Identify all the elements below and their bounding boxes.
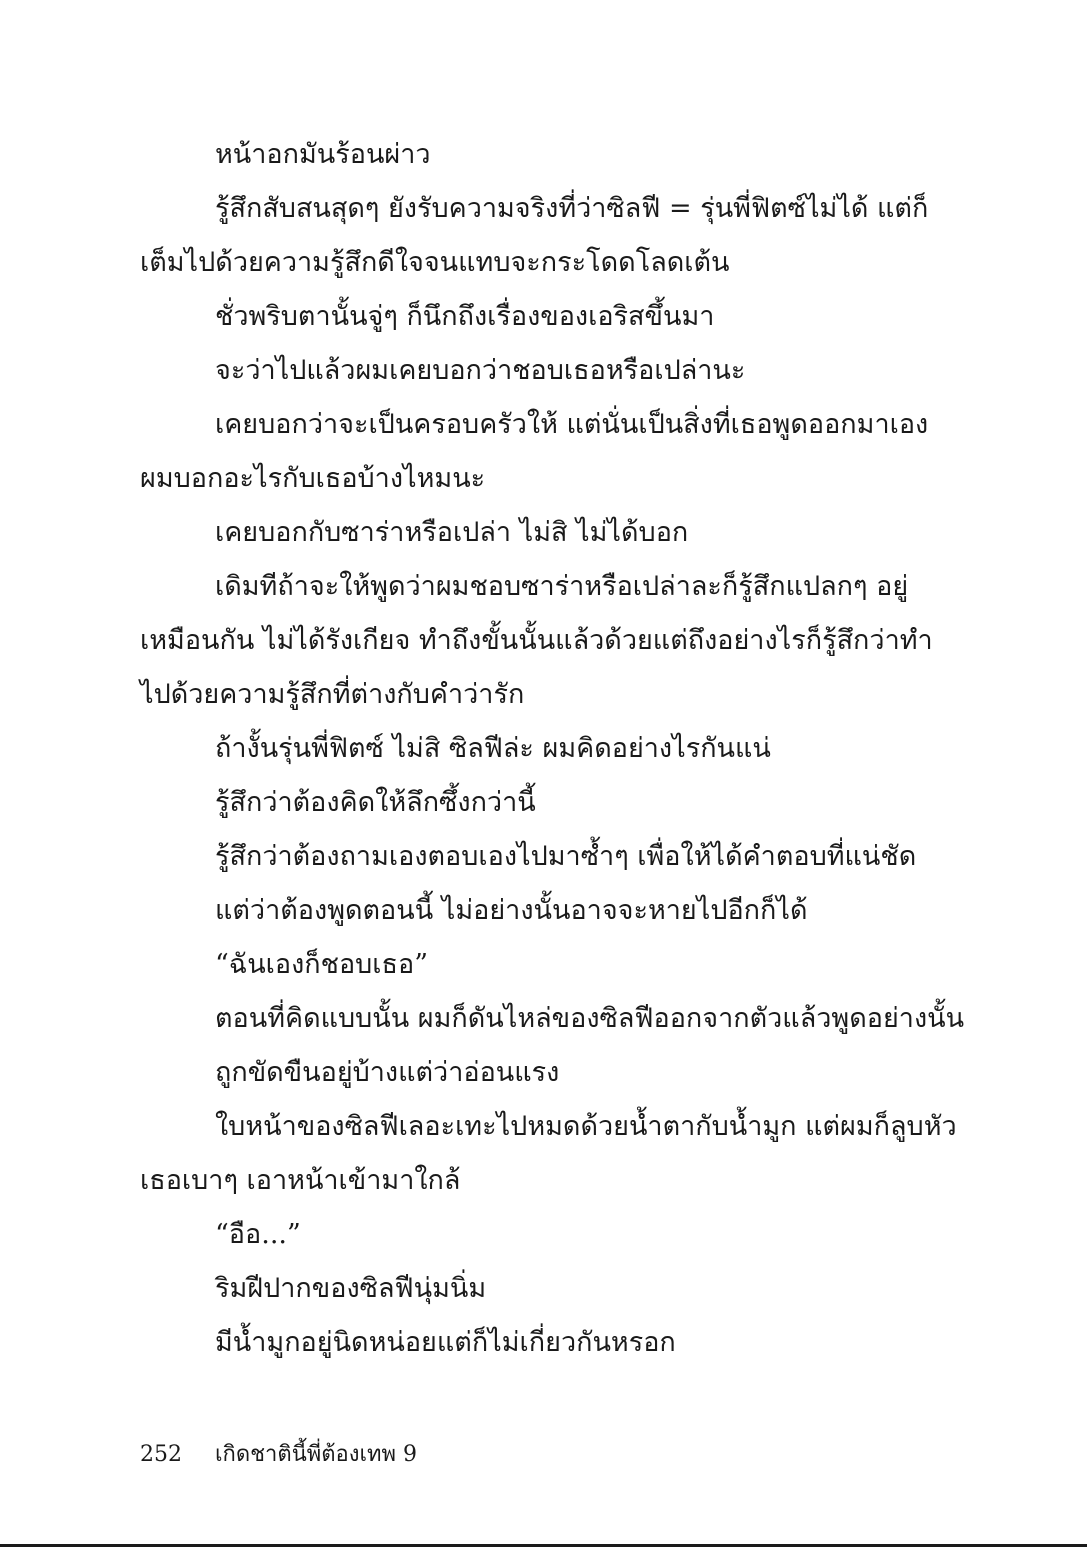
page-number: 252 bbox=[140, 1442, 182, 1467]
paragraph-line: เต็มไปด้วยความรู้สึกดีใจจนแทบจะกระโดดโลดเต้น bbox=[140, 247, 730, 278]
paragraph-line: ชั่วพริบตานั้นจู่ๆ ก็นึกถึงเรื่องของเอริสขึ้นมา bbox=[215, 301, 715, 332]
paragraph-line: ไปด้วยความรู้สึกที่ต่างกับคำว่ารัก bbox=[140, 679, 525, 710]
bottom-divider bbox=[0, 1544, 1087, 1547]
paragraph-line: เคยบอกว่าจะเป็นครอบครัวให้ แต่นั่นเป็นสิ่งที่เธอพูดออกมาเอง bbox=[215, 409, 929, 440]
paragraph-line: “อือ...” bbox=[215, 1219, 301, 1250]
paragraph-line: “ฉันเองก็ชอบเธอ” bbox=[215, 949, 429, 980]
paragraph-line: เดิมทีถ้าจะให้พูดว่าผมชอบซาร่าหรือเปล่าละก็รู้สึกแปลกๆ อยู่ bbox=[215, 571, 909, 602]
paragraph-line: แต่ว่าต้องพูดตอนนี้ ไม่อย่างนั้นอาจจะหายไปอีกก็ได้ bbox=[215, 895, 808, 926]
paragraph-line: ถ้างั้นรุ่นพี่ฟิตซ์ ไม่สิ ซิลฟีล่ะ ผมคิดอย่างไรกันแน่ bbox=[215, 733, 771, 764]
paragraph-line: เหมือนกัน ไม่ได้รังเกียจ ทำถึงขั้นนั้นแล้วด้วยแต่ถึงอย่างไรก็รู้สึกว่าทำ bbox=[140, 625, 933, 656]
paragraph-line: เคยบอกกับซาร่าหรือเปล่า ไม่สิ ไม่ได้บอก bbox=[215, 517, 689, 548]
paragraph-line: รู้สึกสับสนสุดๆ ยังรับความจริงที่ว่าซิลฟี = รุ่นพี่ฟิตซ์ไม่ได้ แต่ก็ bbox=[215, 193, 929, 224]
page-footer bbox=[140, 1440, 417, 1470]
paragraph-line: มีน้ำมูกอยู่นิดหน่อยแต่ก็ไม่เกี่ยวกันหรอก bbox=[215, 1327, 676, 1358]
paragraph-line: รู้สึกว่าต้องคิดให้ลึกซึ้งกว่านี้ bbox=[215, 787, 536, 818]
paragraph-line: รู้สึกว่าต้องถามเองตอบเองไปมาซ้ำๆ เพื่อให้ได้คำตอบที่แน่ชัด bbox=[215, 841, 917, 872]
book-title: เกิดชาตินี้พี่ต้องเทพ 9 bbox=[215, 1442, 417, 1467]
paragraph-line: เธอเบาๆ เอาหน้าเข้ามาใกล้ bbox=[140, 1165, 461, 1196]
paragraph-line: ใบหน้าของซิลฟีเลอะเทะไปหมดด้วยน้ำตากับน้ำมูก แต่ผมก็ลูบหัว bbox=[215, 1111, 957, 1142]
paragraph-line: ริมฝีปากของซิลฟีนุ่มนิ่ม bbox=[215, 1273, 487, 1304]
paragraph-line: ตอนที่คิดแบบนั้น ผมก็ดันไหล่ของซิลฟีออกจากตัวแล้วพูดอย่างนั้น bbox=[215, 1003, 965, 1034]
paragraph-line: ผมบอกอะไรกับเธอบ้างไหมนะ bbox=[140, 463, 486, 494]
paragraph-line: จะว่าไปแล้วผมเคยบอกว่าชอบเธอหรือเปล่านะ bbox=[215, 355, 746, 386]
paragraph-line: หน้าอกมันร้อนผ่าว bbox=[215, 139, 431, 170]
body-text bbox=[140, 128, 965, 1370]
paragraph-line: ถูกขัดขืนอยู่บ้างแต่ว่าอ่อนแรง bbox=[215, 1057, 560, 1088]
